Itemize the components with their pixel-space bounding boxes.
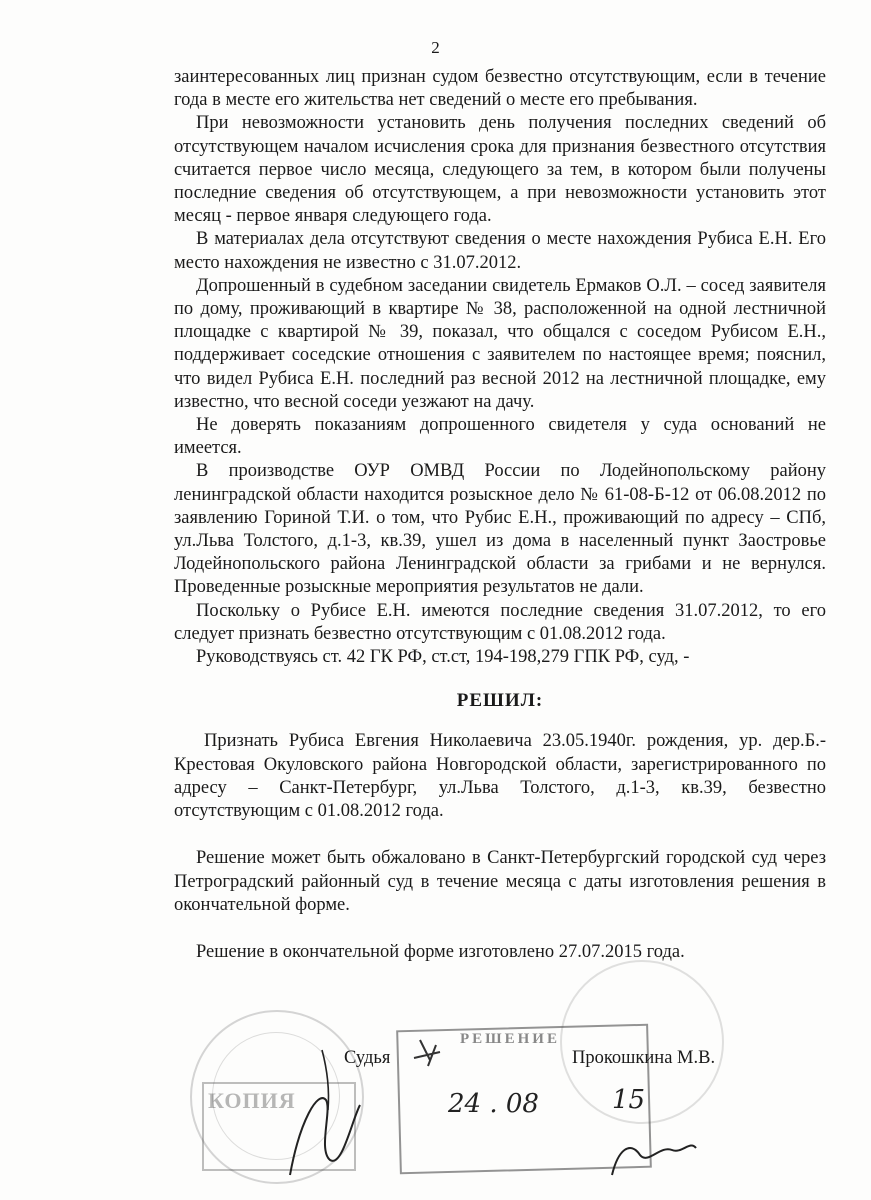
paragraph-1: заинтересованных лиц признан судом безвестно отсутствующим, если в течение года в месте его жительства нет сведений о месте его пребывания.: [174, 67, 826, 111]
page-number: 2: [431, 38, 440, 57]
paragraph-4: Допрошенный в судебном заседании свидетель Ермаков О.Л. – сосед заявителя по дому, проживающий в квартире № 38, расположенной на одной лестничной площадке с квартирой № 39, показал, что общался с соседом Рубисом Е.Н., поддерживает соседские отношения с заявителем по настоящее время; пояснил, что видел Рубиса Е.Н. последний раз весной 2012 на лестничной площадке, ему известно, что весной соседи уезжают на дачу.: [174, 275, 826, 412]
paragraph-2: При невозможности установить день получения последних сведений об отсутствующем началом исчисления срока для признания безвестного отсутствия считается первое число месяца, следующего за тем, в котором были получены последние сведения об отсутствующем, а при невозможности установить этот месяц - первое января следующего года.: [174, 113, 826, 227]
judge-name: Прокошкина М.В.: [572, 1048, 716, 1068]
decision-text: Признать Рубиса Евгения Николаевича 23.05.1940г. рождения, ур. дер.Б.-Крестовая Окуловского района Новгородской области, зарегистрированного по адресу – Санкт-Петербург, ул.Льва Толстого, д.1-3, кв.39, безвестно отсутствующим с 01.08.2012 года.: [174, 731, 826, 822]
final-form-text: Решение в окончательной форме изготовлено 27.07.2015 года.: [196, 941, 685, 962]
judge-label: Судья: [344, 1048, 391, 1068]
decision-stamp-title: РЕШЕНИЕ: [460, 1031, 560, 1047]
paragraph-7: Поскольку о Рубисе Е.Н. имеются последние сведения 31.07.2012, то его следует признать безвестно отсутствующим с 01.08.2012 года.: [174, 600, 826, 644]
document-body: [174, 66, 826, 964]
paragraph-6: В производстве ОУР ОМВД России по Лодейнопольскому району ленинградской области находится розыскное дело № 61-08-Б-12 от 06.08.2012 по заявлению Гориной Т.И. о том, что Рубис Е.Н., проживающий по адресу – СПб, ул.Льва Толстого, д.1-3, кв.39, ушел из дома в населенный пункт Заостровье Лодейнопольского района Ленинградской области за грибами и не вернулся. Проведенные розыскные мероприятия результатов не дали.: [174, 461, 826, 598]
stamp-date-handwritten: 24 . 08: [448, 1089, 539, 1119]
decision-heading: РЕШИЛ:: [456, 690, 544, 712]
paragraph-8: Руководствуясь ст. 42 ГК РФ, ст.ст, 194-198,279 ГПК РФ, суд, -: [196, 647, 690, 668]
copy-stamp-title: КОПИЯ: [208, 1088, 296, 1113]
paragraph-5: Не доверять показаниям допрошенного свидетеля у суда оснований не имеется.: [174, 415, 826, 459]
paragraph-3: В материалах дела отсутствуют сведения о месте нахождения Рубиса Е.Н. Его место нахождения не известно с 31.07.2012.: [174, 229, 826, 273]
stamp-year-handwritten: 15: [612, 1085, 646, 1115]
appeal-text: Решение может быть обжаловано в Санкт-Петербургский городской суд через Петроградский районный суд в течение месяца с даты изготовления решения в окончательной форме.: [174, 848, 826, 915]
